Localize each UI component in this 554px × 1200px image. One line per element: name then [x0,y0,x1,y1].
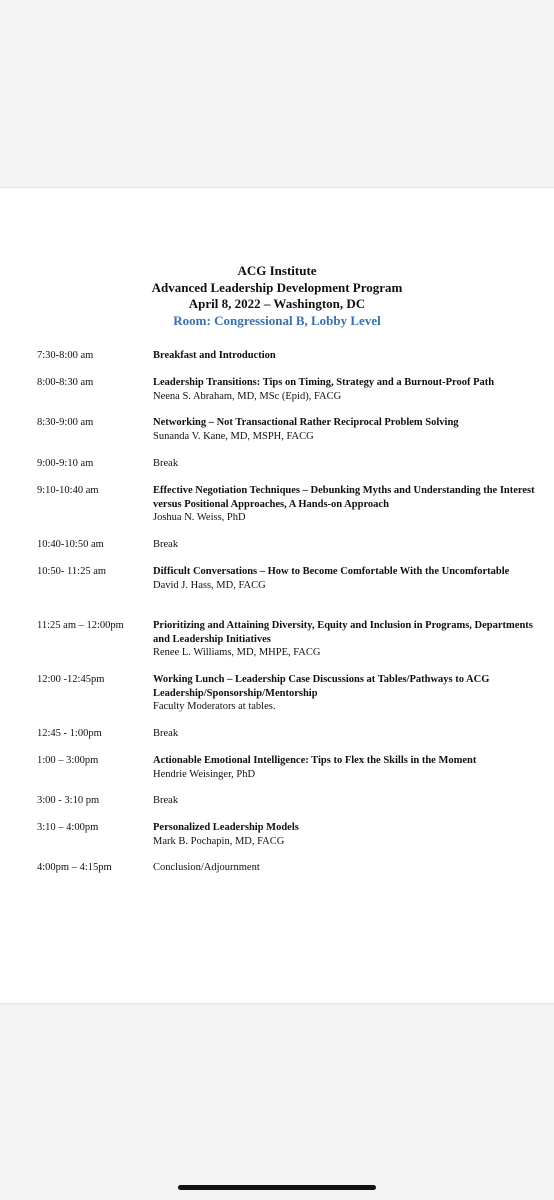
session-speaker: Renee L. Williams, MD, MHPE, FACG [153,647,321,658]
session-details [153,673,548,714]
session-time: 3:00 - 3:10 pm [37,795,100,806]
session-title: Actionable Emotional Intelligence: Tips to Flex the Skills in the Moment [153,755,477,766]
session-time: 8:00-8:30 am [37,377,94,388]
session-title: Working Lunch – Leadership Case Discussions at Tables/Pathways to ACG Leadership/Sponsorship/Mentorship [153,674,490,699]
session-details [153,376,548,403]
session-details [153,619,548,660]
session-speaker: Faculty Moderators at tables. [153,701,276,712]
session-details [153,457,548,471]
session-time: 12:00 -12:45pm [37,674,105,685]
session-title: Break [153,539,179,550]
session-time: 8:30-9:00 am [37,417,94,428]
session-details [153,349,548,363]
session-details [153,754,548,781]
session-speaker: Sunanda V. Kane, MD, MSPH, FACG [153,430,314,442]
session-details [153,538,548,552]
session-time: 10:50- 11:25 am [37,566,107,577]
room-location: Room: Congressional B, Lobby Level [173,312,381,328]
session-time: 11:25 am – 12:00pm [37,620,124,631]
session-time: 4:00pm – 4:15pm [37,862,112,873]
program-title: Advanced Leadership Development Program [151,279,403,295]
session-details [153,861,548,875]
session-speaker: Hendrie Weisinger, PhD [153,768,256,780]
session-details [153,727,548,741]
session-details [153,821,548,848]
session-title: Leadership Transitions: Tips on Timing, Strategy and a Burnout-Proof Path [153,377,495,388]
session-time: 9:00-9:10 am [37,458,94,469]
session-title: Conclusion/Adjournment [153,862,260,873]
session-time: 12:45 - 1:00pm [37,728,102,739]
session-time: 9:10-10:40 am [37,485,99,496]
session-title: Break [153,728,179,739]
session-title: Effective Negotiation Techniques – Debunking Myths and Understanding the Interest versus Positional Approaches, A Hands-on Approach [153,485,535,510]
session-title: Break [153,795,179,806]
session-speaker: Neena S. Abraham, MD, MSc (Epid), FACG [153,390,342,402]
session-details [153,565,548,592]
session-time: 10:40-10:50 am [37,539,104,550]
session-details [153,484,548,525]
session-title: Personalized Leadership Models [153,822,299,833]
session-speaker: Joshua N. Weiss, PhD [153,512,246,523]
session-speaker: Mark B. Pochapin, MD, FACG [153,835,285,847]
session-speaker: David J. Hass, MD, FACG [153,579,266,591]
session-time: 7:30-8:00 am [37,350,94,361]
session-details [153,794,548,808]
institute-name: ACG Institute [237,263,317,278]
session-title: Networking – Not Transactional Rather Reciprocal Problem Solving [153,417,459,428]
program-date-location: April 8, 2022 – Washington, DC [188,296,366,311]
session-title: Prioritizing and Attaining Diversity, Equity and Inclusion in Programs, Departments and Leadership Initiatives [153,620,533,645]
session-title: Breakfast and Introduction [153,350,276,361]
home-indicator[interactable] [178,1185,376,1190]
session-time: 3:10 – 4:00pm [37,822,99,833]
session-title: Break [153,458,179,469]
session-details [153,416,548,443]
session-title: Difficult Conversations – How to Become Comfortable With the Uncomfortable [153,566,510,577]
session-time: 1:00 – 3:00pm [37,755,99,766]
program-header [0,263,554,329]
